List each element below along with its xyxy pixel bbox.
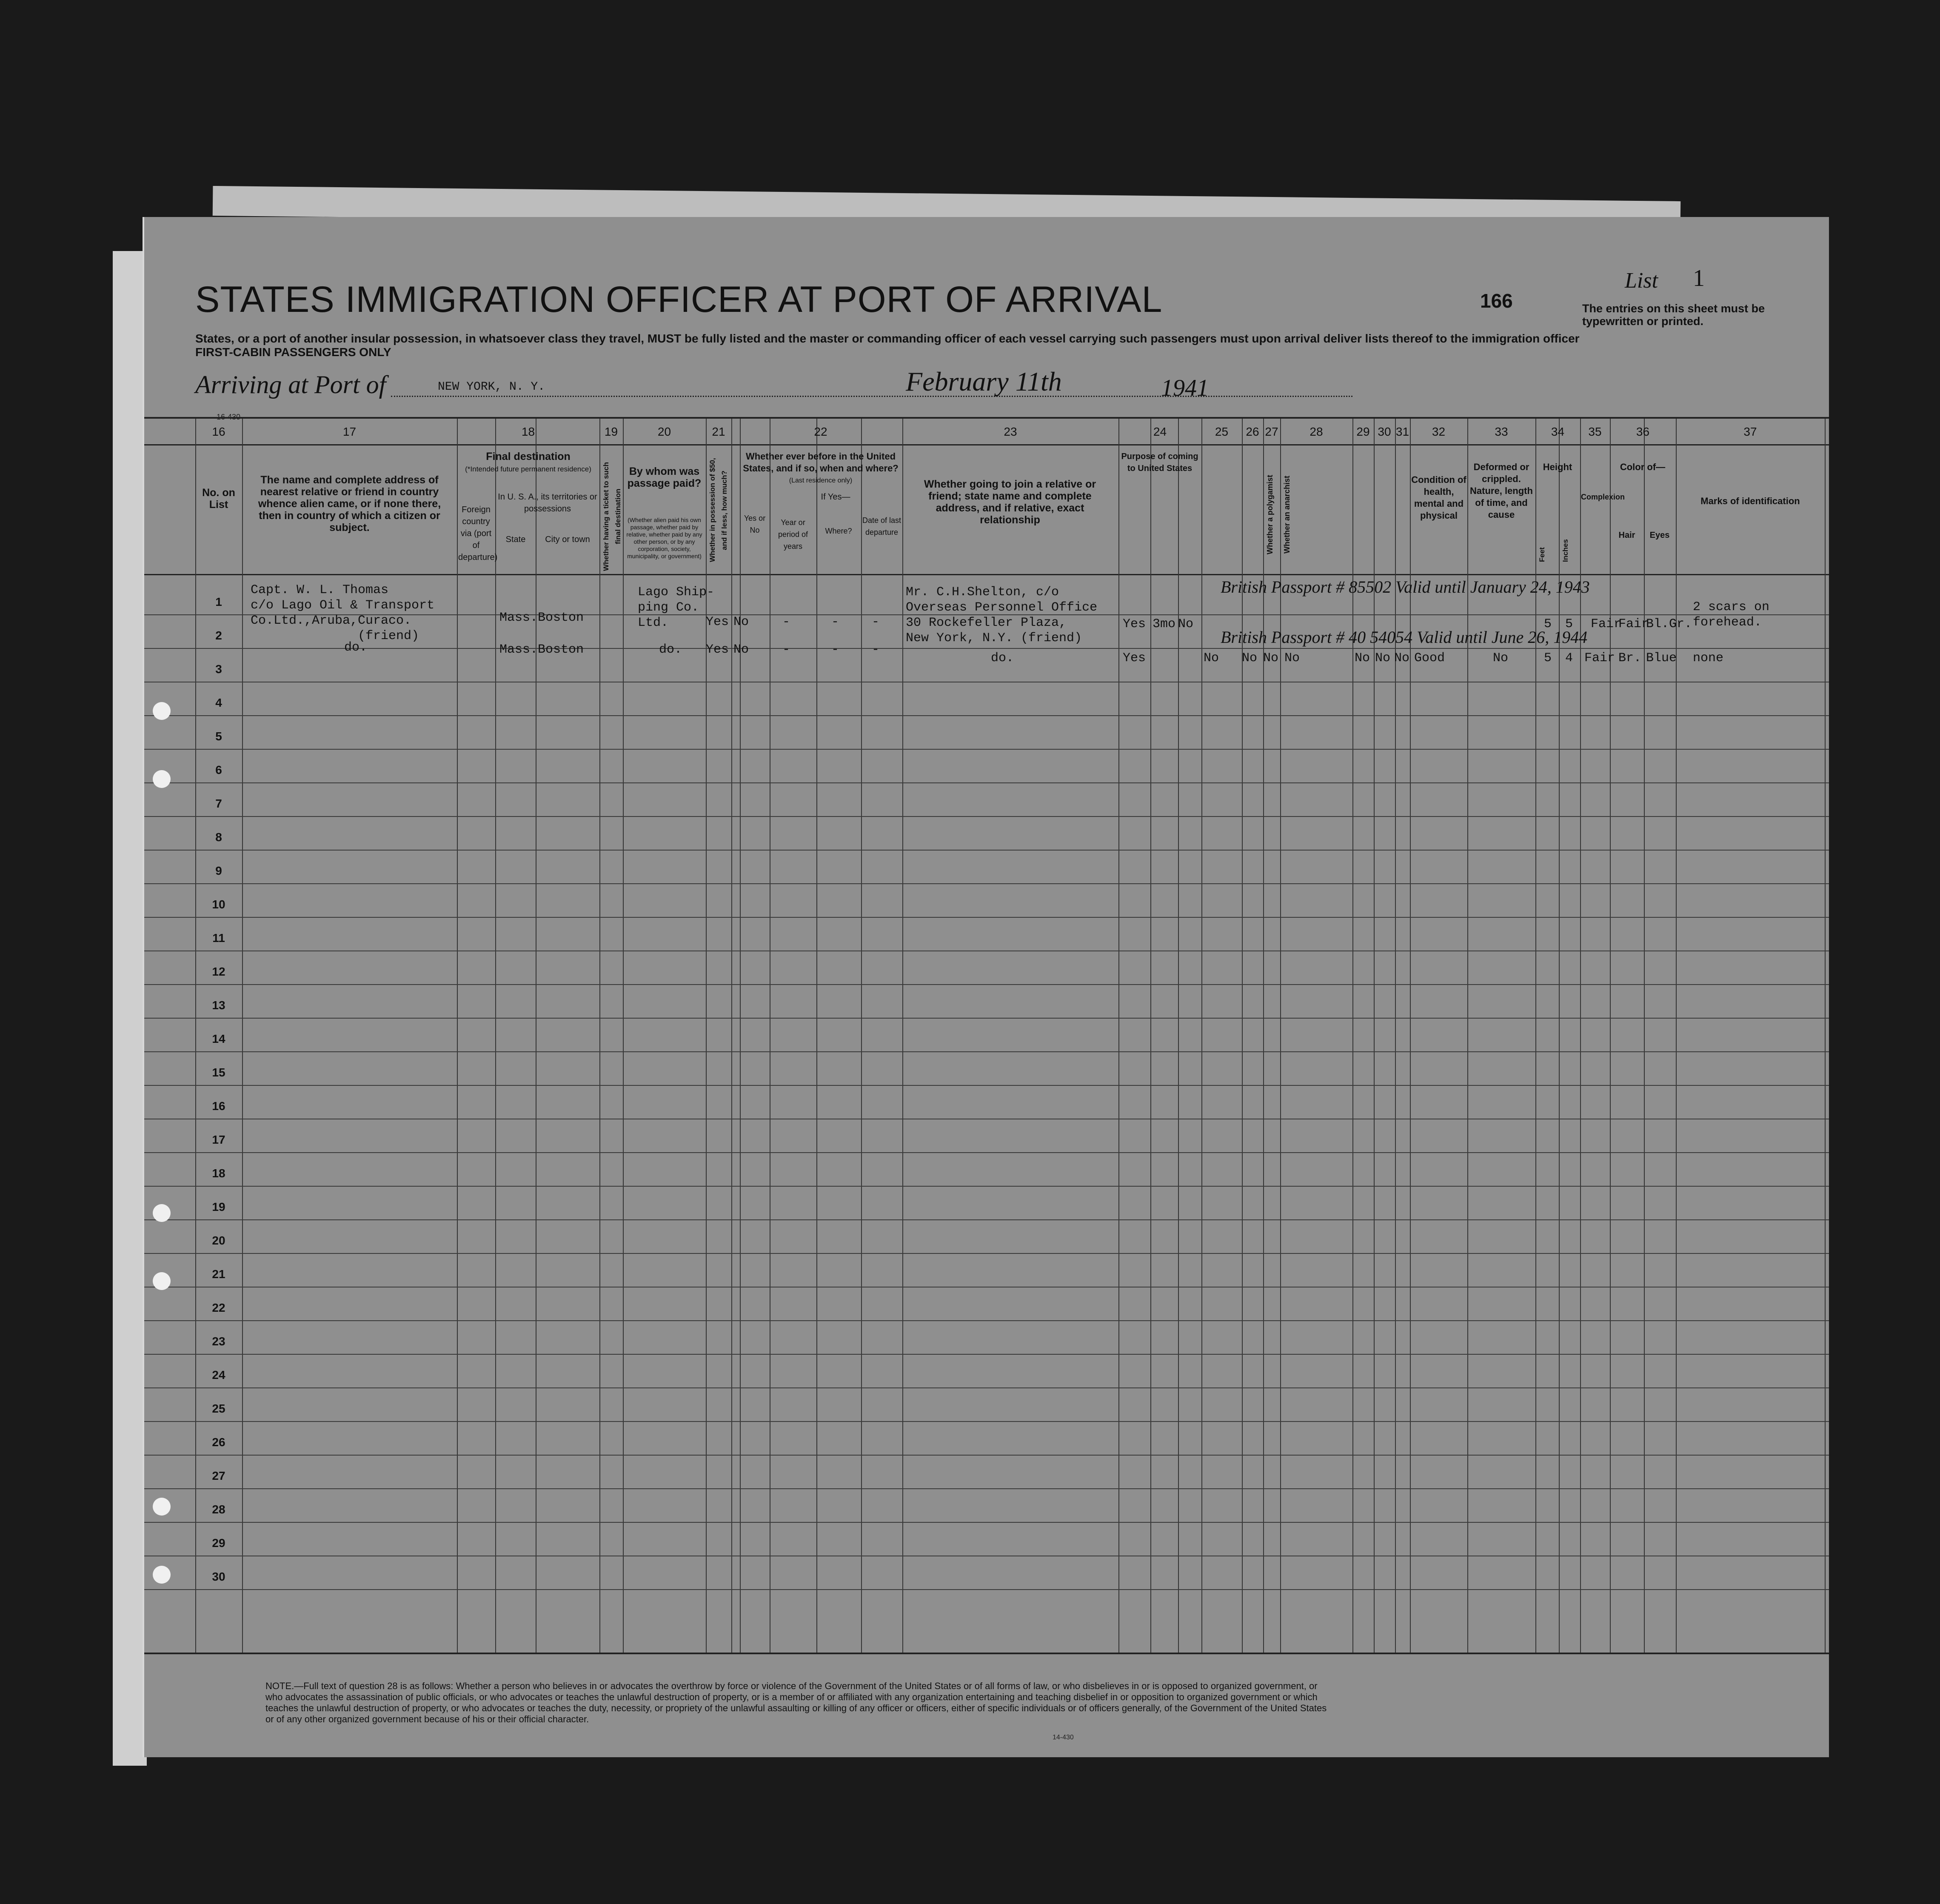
col-line (623, 419, 624, 1653)
header-ever-before: Whether ever before in the United States, and if so, when and where? (743, 451, 899, 474)
header-feet: Feet (1538, 547, 1546, 562)
row-number: 2 (215, 629, 222, 642)
row2-state: Mass. (499, 642, 538, 657)
row2-col30: No (1375, 651, 1391, 665)
header-if-yes: If Yes— (821, 492, 850, 502)
header-join-relative: Whether going to join a relative or friend; state name and complete address, and if relative, exact relationship (924, 478, 1096, 526)
row-rule (144, 1589, 1829, 1590)
row1-hair: Fair (1618, 617, 1649, 631)
list-value: 1 (1693, 265, 1705, 291)
row-rule (144, 1387, 1829, 1388)
row1-col24c: No (1178, 617, 1194, 631)
row2-col27: No (1263, 651, 1279, 665)
col-line (1374, 419, 1375, 1653)
row2-hair: Br. (1618, 651, 1642, 665)
row2-complexion: Fair (1584, 651, 1615, 665)
col-num-16: 16 (212, 425, 225, 438)
row-number: 9 (215, 864, 222, 877)
row-number: 24 (212, 1368, 225, 1382)
header-hair: Hair (1618, 531, 1635, 540)
row-number: 14 (212, 1032, 225, 1045)
col-line (740, 419, 741, 1653)
row2-city: Boston (538, 642, 584, 657)
col-num-37: 37 (1743, 425, 1757, 438)
arriving-label: Arriving at Port of (195, 371, 386, 399)
row1-eyes: Bl.Gr. (1646, 617, 1692, 631)
row-rule (144, 1354, 1829, 1355)
col-line (1352, 419, 1353, 1653)
row-rule (144, 1253, 1829, 1254)
col-line (816, 419, 817, 1653)
row-number: 29 (212, 1536, 225, 1550)
row-number: 26 (212, 1436, 225, 1449)
col-num-35: 35 (1588, 425, 1602, 438)
row-number: 5 (215, 730, 222, 743)
header-passage: By whom was passage paid? (627, 465, 702, 489)
footer-note: NOTE.—Full text of question 28 is as follows: Whether a person who believes in or advocates the overthrow by force or violence of the Government of the United States or of all forms of law, or who disbelieves in or is opposed to organized government, or who advocates the assassination of public officials, or who advocates or teaches the unlawful destruction of property, or is a member of or affiliated with any organization entertaining and teaching disbelief in or opposition to organized government or which teaches the unlawful destruction of property, or who advocates or teaches the duty, necessity, or propriety of the unlawful assaulting or killing of any officer or officers, either of specific individuals or of officers generally, of the Government of the United States or of any other organized government because of his or their official character. (265, 1681, 1327, 1724)
header-final-destination: Final destination (486, 451, 571, 462)
row-number: 11 (212, 931, 225, 945)
col-num-36: 36 (1636, 425, 1650, 438)
row2-passport-note: British Passport # 40 54054 Valid until June 26, 1944 (1221, 628, 1588, 647)
col-num-22: 22 (814, 425, 827, 438)
header-ever-before-sub: (Last residence only) (789, 477, 853, 484)
row2-inches: 4 (1565, 651, 1573, 665)
header-last-departure: Date of last departure (862, 516, 902, 537)
row-rule (144, 1421, 1829, 1422)
header-where: Where? (825, 527, 852, 535)
col-num-30: 30 (1378, 425, 1391, 438)
header-state: State (505, 535, 526, 544)
row1-passage: Lago Ship- ping Co. Ltd. (638, 585, 715, 630)
row2-col28: No (1284, 651, 1300, 665)
row-rule (144, 984, 1829, 985)
col-num-33: 33 (1495, 425, 1508, 438)
col-num-23: 23 (1004, 425, 1017, 438)
col-line (1580, 419, 1581, 1653)
page-title: STATES IMMIGRATION OFFICER AT PORT OF ARRIVAL (195, 279, 1163, 320)
row2-condition: Good (1414, 651, 1445, 665)
row-number: 22 (212, 1301, 225, 1314)
header-no-on-list: No. on List (202, 487, 235, 511)
row-number: 20 (212, 1234, 225, 1247)
row-number: 30 (212, 1570, 225, 1583)
row1-ever-before: No (733, 615, 749, 629)
footer-form-number: 14-430 (1053, 1734, 1074, 1741)
header-anarchist: Whether an anarchist (1283, 475, 1291, 554)
row-number: 27 (212, 1469, 225, 1482)
row1-marks: 2 scars on forehead. (1693, 600, 1770, 630)
row-rule (144, 1018, 1829, 1019)
row-rule (144, 782, 1829, 783)
row1-relative: Capt. W. L. Thomas c/o Lago Oil & Transport Co.Ltd.,Aruba,Curaco. (friend) (251, 583, 435, 643)
row-rule (144, 917, 1829, 918)
header-color-of: Color of— (1620, 462, 1666, 472)
col-line (1467, 419, 1468, 1653)
row-rule (144, 1152, 1829, 1153)
col-num-29: 29 (1356, 425, 1370, 438)
row-rule (144, 715, 1829, 716)
col-line (1559, 419, 1560, 1653)
row-number: 23 (212, 1335, 225, 1348)
header-fifty-dollars: Whether in possession of $50, and if less, how much? (708, 458, 728, 562)
header-foreign-country: Foreign country via (port of departure) (458, 505, 498, 562)
row-number: 3 (215, 662, 222, 676)
header-ticket: Whether having a ticket to such final destination (602, 462, 622, 571)
underlying-page-left-edge (113, 251, 147, 1766)
row1-feet: 5 (1544, 617, 1552, 631)
row2-col31: No (1394, 651, 1410, 665)
col-line (195, 419, 196, 1653)
row-number: 28 (212, 1503, 225, 1516)
col-num-32: 32 (1432, 425, 1446, 438)
row-number: 13 (212, 999, 225, 1012)
col-line (1150, 419, 1151, 1653)
row-number: 8 (215, 831, 222, 844)
row-rule (144, 648, 1829, 649)
row-number: 21 (212, 1267, 225, 1281)
col-line (1242, 419, 1243, 1653)
header-yes-no: Yes or No (744, 514, 766, 534)
header-purpose: Purpose of coming to United States (1121, 452, 1198, 473)
col-num-18: 18 (521, 425, 535, 438)
col-num-24: 24 (1153, 425, 1167, 438)
col-line (1610, 419, 1611, 1653)
list-label: List (1625, 268, 1658, 293)
row-number: 1 (215, 595, 222, 608)
header-bottom-rule (144, 574, 1829, 575)
col-line (731, 419, 732, 1653)
header-passage-sub: (Whether alien paid his own passage, whether paid by relative, whether paid by any other person, or by any corporation, society, municipality, or government) (626, 517, 702, 559)
row1-complexion: Fair (1591, 617, 1622, 631)
col-line (1395, 419, 1396, 1653)
header-complexion: Complexion (1581, 493, 1625, 501)
col-line (1825, 419, 1826, 1653)
row2-col25: No (1204, 651, 1219, 665)
punch-hole (153, 1566, 171, 1584)
row1-join: Mr. C.H.Shelton, c/o Overseas Personnel Office 30 Rockefeller Plaza, New York, N.Y. (friend) (906, 585, 1098, 645)
row-rule (144, 816, 1829, 817)
manifest-sheet (143, 217, 1829, 1757)
col-line (1535, 419, 1536, 1653)
header-rule (144, 444, 1829, 445)
header-deformed: Deformed or crippled. Nature, length of time, and cause (1470, 462, 1533, 520)
row2-passage: do. (659, 642, 682, 657)
col-line (495, 419, 496, 1653)
row2-marks: none (1693, 651, 1724, 665)
col-line (1201, 419, 1202, 1653)
entries-note: The entries on this sheet must be typewritten or printed. (1582, 302, 1765, 328)
row-number: 19 (212, 1200, 225, 1213)
header-inches: Inches (1561, 539, 1569, 562)
row2-ever-before: No (733, 642, 749, 657)
row-number: 10 (212, 898, 225, 911)
col-num-31: 31 (1395, 425, 1409, 438)
row-number: 12 (212, 965, 225, 978)
header-height: Height (1543, 462, 1572, 472)
row-number: 25 (212, 1402, 225, 1415)
row2-fifty: Yes (706, 642, 729, 657)
row1-year-period: - (782, 615, 790, 629)
row1-passport-note: British Passport # 85502 Valid until January 24, 1943 (1221, 577, 1590, 597)
col-line (457, 419, 458, 1653)
col-num-25: 25 (1215, 425, 1229, 438)
row1-purpose: Yes (1123, 617, 1146, 631)
col-num-19: 19 (604, 425, 618, 438)
form-number: 16-430 (217, 413, 241, 421)
row2-relative: do. (344, 640, 368, 655)
punch-hole (153, 1204, 171, 1222)
row2-feet: 5 (1544, 651, 1552, 665)
col-line (1280, 419, 1281, 1653)
row2-col26: No (1242, 651, 1258, 665)
row-rule (144, 1522, 1829, 1523)
row-rule (144, 1455, 1829, 1456)
row-rule (144, 1488, 1829, 1489)
row2-eyes: Blue (1646, 651, 1677, 665)
header-polygamist: Whether a polygamist (1266, 474, 1274, 554)
row-number: 15 (212, 1066, 225, 1079)
header-eyes: Eyes (1649, 531, 1670, 540)
header-condition: Condition of health, mental and physical (1411, 474, 1466, 521)
col-num-28: 28 (1310, 425, 1323, 438)
row1-state: Mass. (499, 611, 538, 625)
punch-hole (153, 702, 171, 720)
port-name: NEW YORK, N. Y. (438, 380, 545, 394)
col-line (242, 419, 243, 1653)
row2-last-departure: - (872, 642, 880, 657)
col-line (1676, 419, 1677, 1653)
col-line (1118, 419, 1119, 1653)
class-note: FIRST-CABIN PASSENGERS ONLY (195, 345, 391, 359)
header-marks: Marks of identification (1700, 496, 1800, 506)
row1-last-departure: - (872, 615, 880, 629)
col-num-20: 20 (657, 425, 671, 438)
row1-city: Boston (538, 611, 584, 625)
row1-where: - (831, 615, 839, 629)
row-number: 16 (212, 1099, 225, 1113)
header-relative: The name and complete address of nearest relative or friend in country whence alien came, or if none there, then in country of which a citizen or subject. (258, 474, 441, 534)
row1-length: 3mo (1153, 617, 1176, 631)
row-rule (144, 749, 1829, 750)
punch-hole (153, 1498, 171, 1516)
instructions (195, 332, 1599, 359)
row-rule (144, 1051, 1829, 1052)
col-num-21: 21 (712, 425, 725, 438)
row-number: 6 (215, 763, 222, 776)
col-line (599, 419, 600, 1653)
row2-where: - (831, 642, 839, 657)
arrival-year: 1941 (1161, 375, 1209, 401)
row2-purpose: Yes (1123, 651, 1146, 665)
header-city: City or town (545, 535, 590, 544)
col-line (1410, 419, 1411, 1653)
punch-hole (153, 1272, 171, 1290)
row1-fifty: Yes (706, 615, 729, 629)
header-year-period: Year or period of years (778, 518, 808, 551)
manifest-table (144, 417, 1829, 1654)
row-number: 18 (212, 1167, 225, 1180)
row-rule (144, 1085, 1829, 1086)
col-line (1263, 419, 1264, 1653)
row-number: 4 (215, 696, 222, 709)
row-number: 17 (212, 1133, 225, 1146)
col-num-26: 26 (1246, 425, 1259, 438)
row-number: 7 (215, 797, 222, 810)
col-line (1644, 419, 1645, 1653)
row2-col29: No (1355, 651, 1370, 665)
row-rule (144, 1186, 1829, 1187)
header-in-usa: In U. S. A., its territories or possessions (498, 492, 597, 514)
row2-deformed: No (1493, 651, 1509, 665)
page-number: 166 (1480, 290, 1513, 312)
col-line (1178, 419, 1179, 1653)
row-rule (144, 883, 1829, 884)
row2-year-period: - (782, 642, 790, 657)
col-num-34: 34 (1551, 425, 1565, 438)
row-rule (144, 1219, 1829, 1220)
header-final-destination-sub: (*Intended future permanent residence) (465, 465, 591, 473)
col-num-17: 17 (342, 425, 357, 438)
row2-join: do. (991, 651, 1014, 665)
row-rule (144, 1320, 1829, 1321)
instructions-text: States, or a port of another insular possession, in whatsoever class they travel, MUST be fully listed and the master or commanding officer of each vessel carrying such passengers must upon arrival deliver lists thereof to the immigration officer (195, 332, 1580, 345)
col-num-27: 27 (1265, 425, 1278, 438)
col-line (902, 419, 903, 1653)
row-rule (144, 850, 1829, 851)
col-line (861, 419, 862, 1653)
punch-hole (153, 770, 171, 788)
row1-inches: 5 (1565, 617, 1573, 631)
arrival-date: February 11th (906, 366, 1062, 397)
